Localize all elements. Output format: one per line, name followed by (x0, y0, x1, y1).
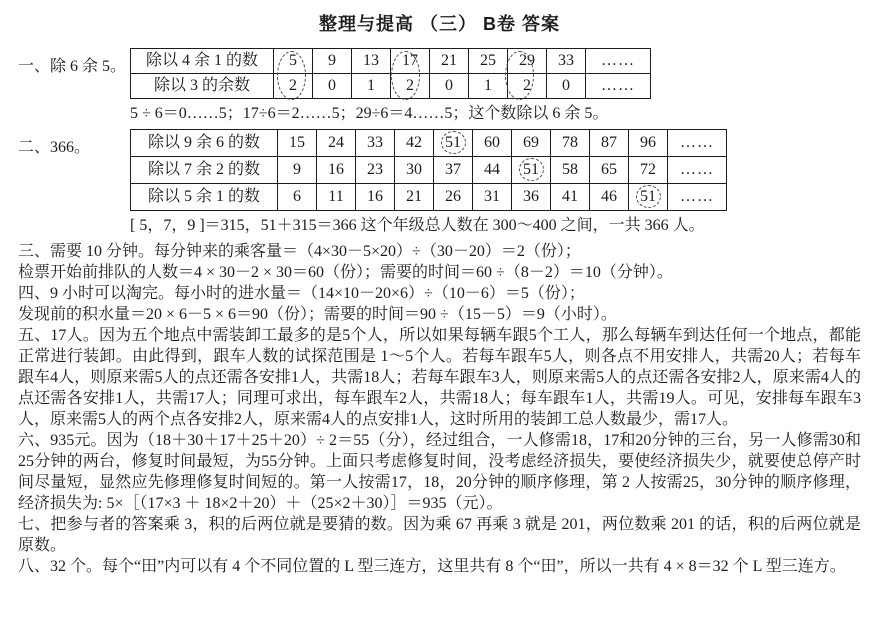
table-cell: 1 (469, 74, 508, 99)
section-two (18, 129, 861, 211)
table-cell: 9 (278, 157, 317, 184)
table-two-wrap (130, 129, 727, 211)
table-cell: 9 (313, 49, 352, 74)
table-cell-circled (434, 130, 473, 157)
table-cell: 30 (395, 157, 434, 184)
table-cell: 24 (317, 130, 356, 157)
ellipsis-cell: …… (668, 157, 727, 184)
table-cell: 16 (356, 184, 395, 211)
table-cell: 11 (317, 184, 356, 211)
table-cell: 33 (547, 49, 586, 74)
table-cell: 21 (395, 184, 434, 211)
table-cell: 36 (512, 184, 551, 211)
ellipsis-cell: …… (668, 184, 727, 211)
table-cell: 2 (391, 74, 430, 99)
table-cell: 17 (391, 49, 430, 74)
table-cell: 13 (352, 49, 391, 74)
table-row (131, 74, 651, 99)
table-cell: 96 (629, 130, 668, 157)
table-cell: 0 (430, 74, 469, 99)
section-seven-text: 七、把参与者的答案乘 3，积的后两位就是要猜的数。因为乘 67 再乘 3 就是 201，两位数乘 201 的话，积的后两位就是原数。 (18, 516, 861, 554)
section-four (18, 283, 861, 325)
table-cell: 6 (278, 184, 317, 211)
table-cell: 87 (590, 130, 629, 157)
section-two-answer: 二、366。 (18, 139, 91, 156)
table-cell: 72 (629, 157, 668, 184)
dashed-circle-highlight: 51 (519, 158, 544, 181)
section-three-line2: 检票开始前排队的人数＝4 × 30－2 × 30＝60（份）；需要的时间＝60 ÷（8－2）＝10（分钟）。 (18, 264, 673, 281)
ellipsis-cell: …… (586, 74, 651, 99)
ellipsis-cell: …… (668, 130, 727, 157)
table-row (131, 49, 651, 74)
section-four-line1: 四、9 小时可以淘完。每小时的进水量＝（14×10－20×6）÷（10－6）＝5（份）； (18, 285, 585, 302)
table-one (130, 48, 651, 99)
dashed-circle-highlight: 51 (636, 185, 661, 208)
table-cell: 21 (430, 49, 469, 74)
table-cell: 37 (434, 157, 473, 184)
row-header: 除以 3 的余数 (131, 74, 274, 99)
table-cell-circled (512, 157, 551, 184)
table-row (131, 130, 727, 157)
table-cell: 23 (356, 157, 395, 184)
table-cell: 2 (274, 74, 313, 99)
table-cell: 42 (395, 130, 434, 157)
table-cell: 58 (551, 157, 590, 184)
page-title: 整理与提高 （三） B卷 答案 (318, 14, 560, 34)
dashed-circle-highlight: 51 (441, 131, 466, 154)
row-header: 除以 7 余 2 的数 (131, 157, 278, 184)
table-cell: 60 (473, 130, 512, 157)
table-cell: 41 (551, 184, 590, 211)
section-one-answer: 一、除 6 余 5。 (18, 58, 127, 75)
table-cell: 0 (547, 74, 586, 99)
ellipsis-cell: …… (586, 49, 651, 74)
row-header: 除以 4 余 1 的数 (131, 49, 274, 74)
section-one-note: 5 ÷ 6＝0……5；17÷6＝2……5；29÷6＝4……5；这个数除以 6 余 5。 (130, 105, 609, 122)
table-one-wrap (130, 48, 651, 99)
section-two-note: [ 5，7，9 ]＝315，51＋315＝366 这个年级总人数在 300～400 之间，一共 366 人。 (130, 217, 705, 234)
table-cell: 25 (469, 49, 508, 74)
section-three-line1: 三、需要 10 分钟。每分钟来的乘客量＝（4×30－5×20）÷（30－20）＝2（份）； (18, 243, 581, 260)
table-cell: 29 (508, 49, 547, 74)
table-cell: 2 (508, 74, 547, 99)
table-row (131, 157, 727, 184)
table-cell: 16 (317, 157, 356, 184)
table-cell: 5 (274, 49, 313, 74)
table-cell: 65 (590, 157, 629, 184)
section-three (18, 241, 861, 283)
section-six-text: 六、935元。因为（18＋30＋17＋25＋20）÷ 2＝55（分），经过组合，一人修需18，17和20分钟的三台，另一人修需30和25分钟的两台，修复时间最短，为55分钟。上面只考虑修复时间，没考虑经济损失，要使经济损失少，就要使总停产时间尽量短，显然应先修理修复时间短的。第一人按需17，18，20分钟的顺序修理，第 2 人按需25，30分钟的顺序修理，经济损失为: 5×［（17×3 ＋ 18×2＋20）＋（25×2＋30）］＝935（元）。 (18, 432, 861, 512)
section-one (18, 48, 861, 99)
table-cell: 31 (473, 184, 512, 211)
table-cell: 44 (473, 157, 512, 184)
table-cell: 33 (356, 130, 395, 157)
row-header: 除以 5 余 1 的数 (131, 184, 278, 211)
table-cell: 78 (551, 130, 590, 157)
row-header: 除以 9 余 6 的数 (131, 130, 278, 157)
section-eight-text: 八、32 个。每个“田”内可以有 4 个不同位置的 L 型三连方，这里共有 8 个“田”，所以一共有 4 × 8＝32 个 L 型三连方。 (18, 558, 846, 575)
section-five-text: 五、17人。因为五个地点中需装卸工最多的是5个人，所以如果每辆车跟5个工人，那么每辆车到达任何一个地点，都能正常进行装卸。由此得到，跟车人数的试探范围是 1～5个人。若每车跟车5人，则各点不用安排人，共需20人；若每车跟车4人，则原来需5人的点还需各安排1人，共需18人；若每车跟车3人，则原来需5人的点还需各安排2人，原来需4人的点还需各安排1人，共需17人；同理可求出，每车跟车2人，共需18人；每车跟车1人，共需19人。可见，安排每车跟车3人，原来需5人的两个点各安排2人，原来需4人的点安排1人，这时所用的装卸工总人数最少，需17人。 (18, 327, 861, 428)
table-cell-circled (629, 184, 668, 211)
table-cell: 1 (352, 74, 391, 99)
table-cell: 0 (313, 74, 352, 99)
table-row (131, 184, 727, 211)
section-four-line2: 发现前的积水量＝20 × 6－5 × 6＝90（份）；需要的时间＝90 ÷（15－5）＝9（小时）。 (18, 306, 617, 323)
table-cell: 69 (512, 130, 551, 157)
table-two (130, 129, 727, 211)
table-cell: 15 (278, 130, 317, 157)
table-cell: 46 (590, 184, 629, 211)
table-cell: 26 (434, 184, 473, 211)
